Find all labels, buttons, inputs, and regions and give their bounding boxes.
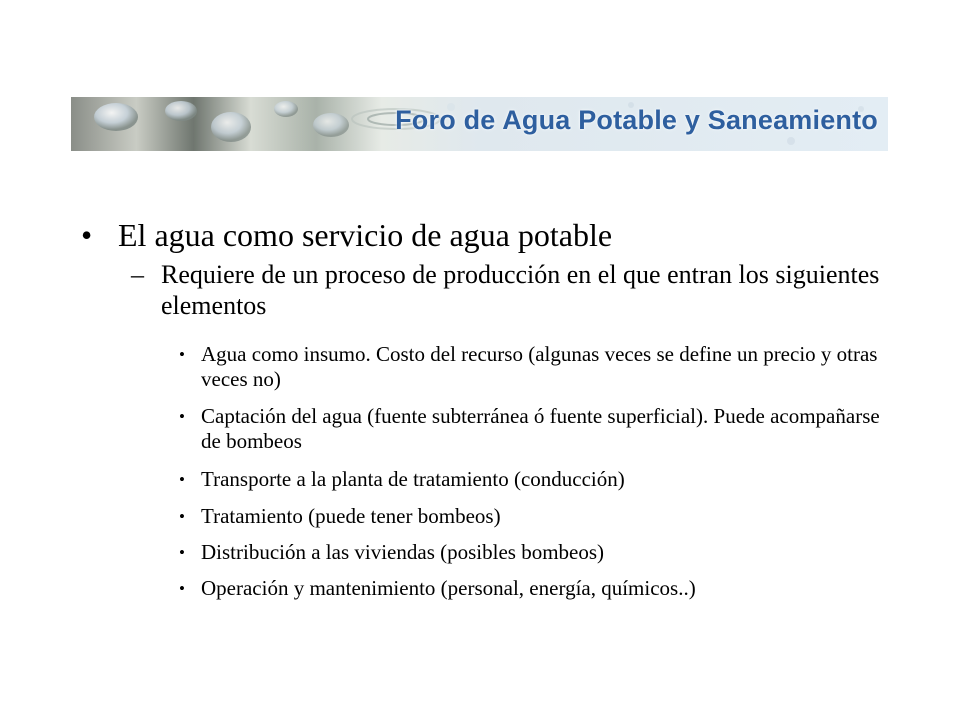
list-item: Captación del agua (fuente subterránea ó fuente superficial). Puede acompañarse de bombeos <box>201 404 880 453</box>
list-item: Distribución a las viviendas (posibles bombeos) <box>201 540 605 564</box>
list-bullet: • <box>179 579 185 598</box>
heading-bullet: • <box>81 217 93 253</box>
list-bullet: • <box>179 407 185 426</box>
list-bullet: • <box>179 470 185 489</box>
sub-point: Requiere de un proceso de producción en el que entran los siguientes elementos <box>161 260 880 320</box>
sub-dash: – <box>131 260 144 289</box>
list-bullet: • <box>179 345 185 364</box>
list-item: Transporte a la planta de tratamiento (conducción) <box>201 467 625 491</box>
list-item: Tratamiento (puede tener bombeos) <box>201 504 501 528</box>
list-item: Agua como insumo. Costo del recurso (algunas veces se define un precio y otras veces no) <box>201 342 878 391</box>
slide-heading: El agua como servicio de agua potable <box>118 217 613 253</box>
banner-title: Foro de Agua Potable y Saneamiento <box>395 105 878 135</box>
list-item: Operación y mantenimiento (personal, energía, químicos..) <box>201 576 696 600</box>
list-bullet: • <box>179 543 185 562</box>
list-bullet: • <box>179 507 185 526</box>
